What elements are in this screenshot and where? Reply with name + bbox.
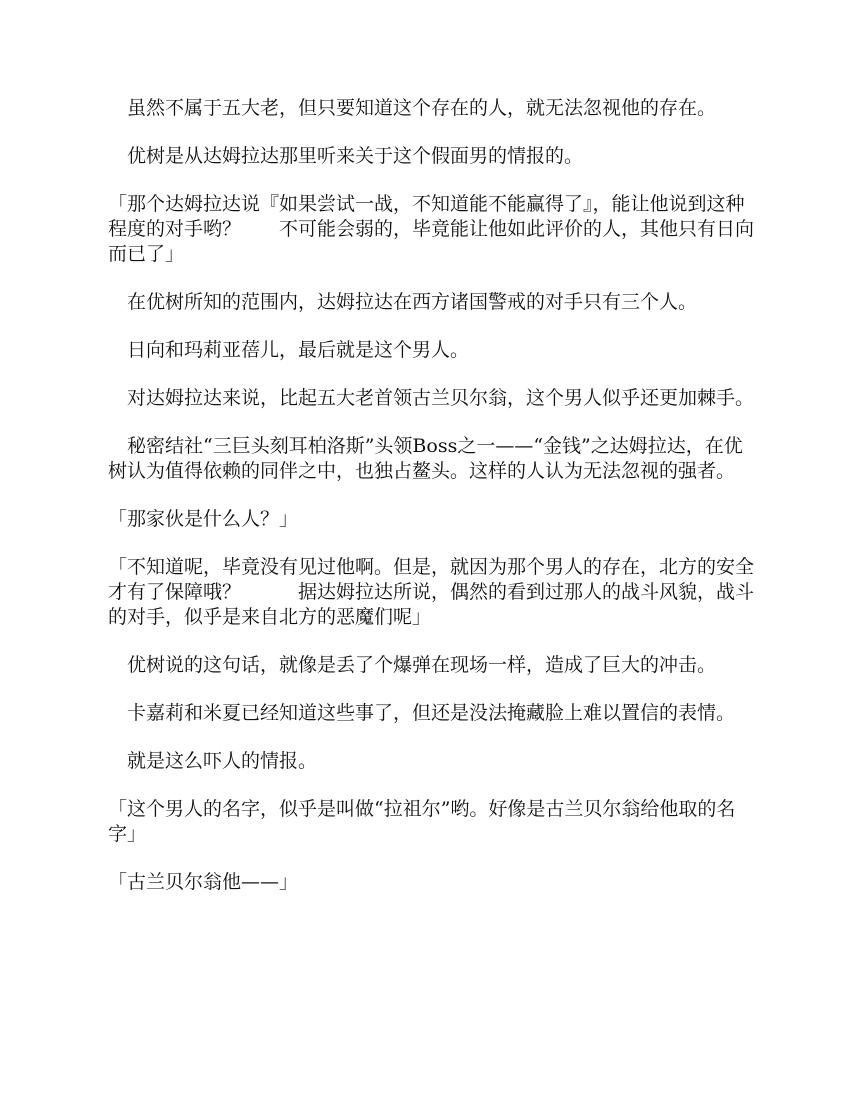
- dialogue-paragraph: 「这个男人的名字，似乎是叫做“拉祖尔”哟。好像是古兰贝尔翁给他取的名字」: [108, 798, 736, 845]
- paragraph: 虽然不属于五大老，但只要知道这个存在的人，就无法忽视他的存在。: [108, 97, 717, 119]
- dialogue-paragraph: 「那个达姆拉达说『如果尝试一战，不知道能不能赢得了』，能让他说到这种程度的对手哟？ 不可能会弱的，毕竟能让他如此评价的人，其他只有日向而已了」: [108, 193, 755, 265]
- paragraph: 日向和玛莉亚蓓儿，最后就是这个男人。: [108, 339, 470, 361]
- dialogue-paragraph: 「古兰贝尔翁他——」: [108, 871, 299, 893]
- paragraph: 就是这么吓人的情报。: [108, 750, 318, 772]
- dialogue-paragraph: 「不知道呢，毕竟没有见过他啊。但是，就因为那个男人的存在，北方的安全才有了保障哦？ 据达姆拉达所说，偶然的看到过那人的战斗风貌，战斗的对手，似乎是来自北方的恶魔们呢」: [108, 556, 755, 628]
- document-page: [108, 96, 754, 918]
- paragraph: 秘密结社“三巨头刻耳柏洛斯”头领Boss之一——“金钱”之达姆拉达，在优树认为值得依赖的同伴之中，也独占鳌头。这样的人认为无法忽视的强者。: [108, 435, 743, 482]
- paragraph: 在优树所知的范围内，达姆拉达在西方诸国警戒的对手只有三个人。: [108, 291, 698, 313]
- paragraph: 卡嘉莉和米夏已经知道这些事了，但还是没法掩藏脸上难以置信的表情。: [108, 702, 736, 724]
- paragraph: 优树说的这句话，就像是丢了个爆弹在现场一样，造成了巨大的冲击。: [108, 654, 717, 676]
- paragraph: 优树是从达姆拉达那里听来关于这个假面男的情报的。: [108, 145, 584, 167]
- paragraph: 对达姆拉达来说，比起五大老首领古兰贝尔翁，这个男人似乎还更加棘手。: [108, 387, 755, 409]
- dialogue-paragraph: 「那家伙是什么人？」: [108, 508, 299, 530]
